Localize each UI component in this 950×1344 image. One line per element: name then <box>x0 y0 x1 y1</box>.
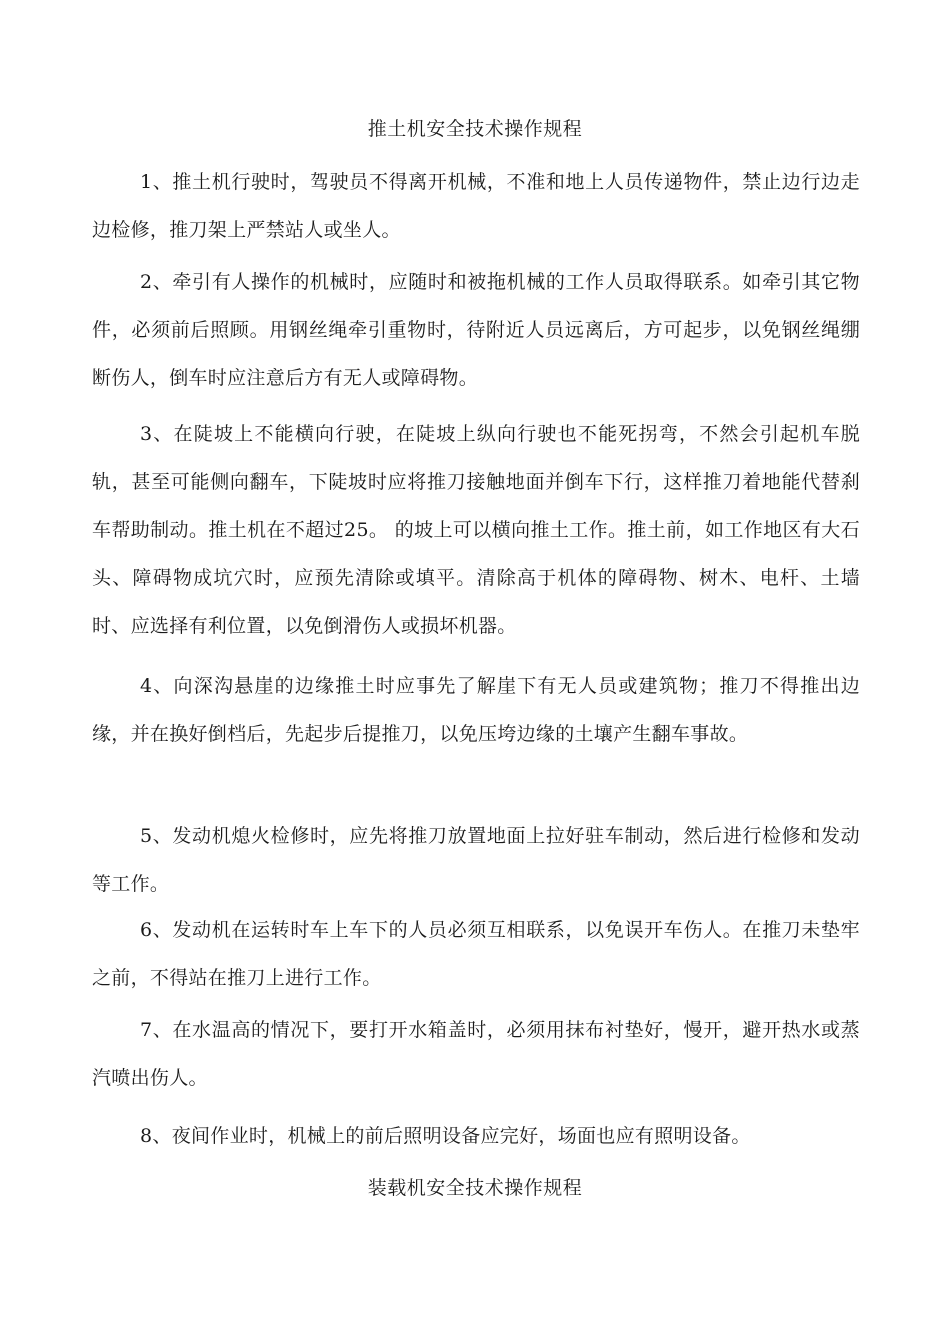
paragraph-1: 1、推土机行驶时，驾驶员不得离开机械，不准和地上人员传递物件，禁止边行边走边检修，推刀架上严禁站人或坐人。 <box>92 171 860 241</box>
paragraph-8: 8、夜间作业时，机械上的前后照明设备应完好，场面也应有照明设备。 <box>140 1125 751 1147</box>
section-title-loader: 装载机安全技术操作规程 <box>367 1177 583 1199</box>
paragraph-4: 4、向深沟悬崖的边缘推土时应事先了解崖下有无人员或建筑物；推刀不得推出边缘，并在换好倒档后，先起步后提推刀，以免压垮边缘的土壤产生翻车事故。 <box>92 675 860 745</box>
paragraph-6: 6、发动机在运转时车上车下的人员必须互相联系，以免误开车伤人。在推刀未垫牢之前，不得站在推刀上进行工作。 <box>92 919 860 989</box>
paragraph-7: 7、在水温高的情况下，要打开水箱盖时，必须用抹布衬垫好，慢开，避开热水或蒸汽喷出伤人。 <box>92 1019 860 1089</box>
section-title-bulldozer: 推土机安全技术操作规程 <box>367 118 583 140</box>
paragraph-5: 5、发动机熄火检修时，应先将推刀放置地面上拉好驻车制动，然后进行检修和发动等工作。 <box>92 825 860 895</box>
paragraph-2: 2、牵引有人操作的机械时，应随时和被拖机械的工作人员取得联系。如牵引其它物件，必须前后照顾。用钢丝绳牵引重物时，待附近人员远离后，方可起步，以免钢丝绳绷断伤人，倒车时应注意后方有无人或障碍物。 <box>92 271 860 389</box>
paragraph-3: 3、在陡坡上不能横向行驶，在陡坡上纵向行驶也不能死拐弯，不然会引起机车脱轨，甚至可能侧向翻车，下陡坡时应将推刀接触地面并倒车下行，这样推刀着地能代替刹车帮助制动。推土机在不超过25。 的坡上可以横向推土工作。推土前，如工作地区有大石头、障碍物成坑穴时，应预先清除或填平。清除高于机体的障碍物、树木、电杆、土墙时、应选择有利位置，以免倒滑伤人或损坏机器。 <box>92 423 860 637</box>
